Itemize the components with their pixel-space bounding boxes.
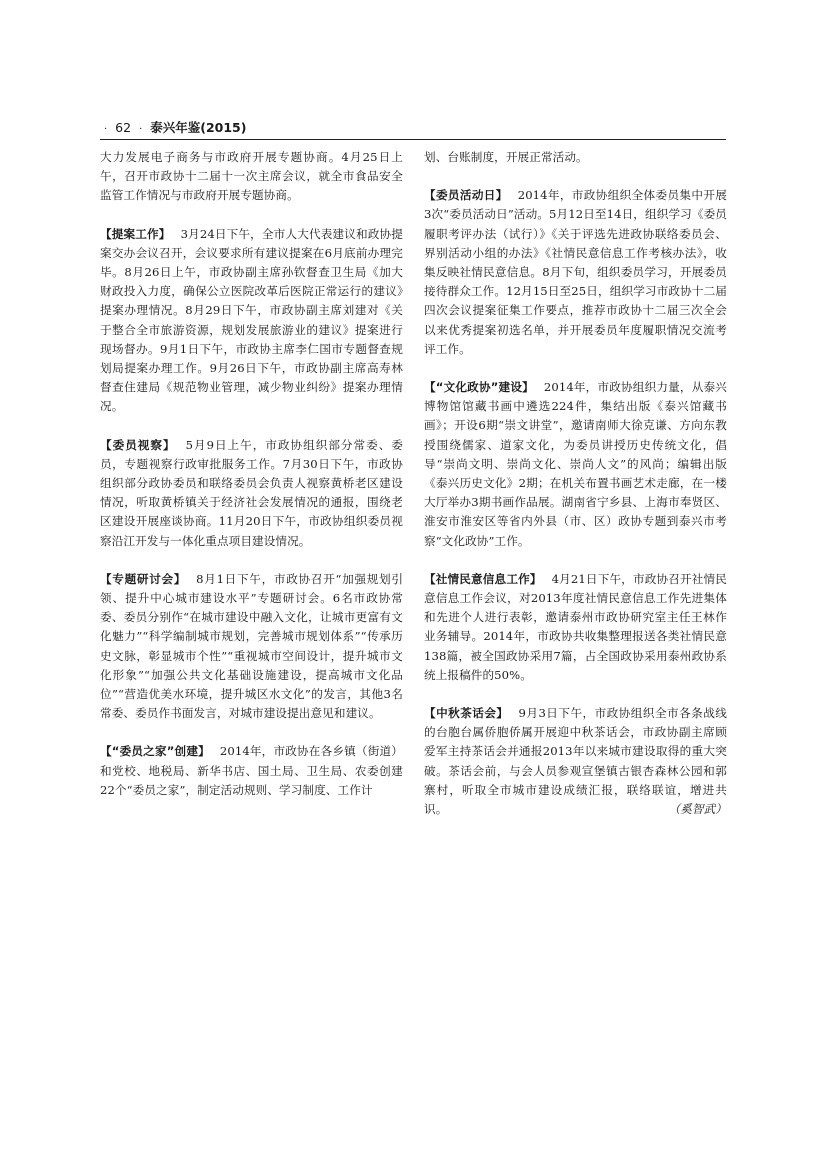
header-dot-left: · xyxy=(104,124,108,135)
page-number: 62 xyxy=(115,120,132,135)
intro-paragraph: 大力发展电子商务与市政府开展专题协商。4月25日上午，召开市政协十二届十一次主席会议，就全市食品安全监管工作情况与市政府开展专题协商。 xyxy=(100,150,403,203)
header-rule xyxy=(100,139,726,140)
section-body: 2014年，市政协组织力量，从泰兴博物馆馆藏书画中遴选224件，集结出版《泰兴馆藏书画》；开设6期“崇文讲堂”，邀请南师大徐克谦、方向东教授围绕儒家、道家文化，为委员讲授历史传统文化，倡导“崇尚文明、崇尚文化、崇尚人文”的风尚；编辑出版《泰兴历史文化》2期；在机关布置书画艺术走廊，在一楼大厅举办3期书画作品展。湖南省宁乡县、上海市奉贤区、淮安市淮安区等省内外县（市、区）政协专题到泰兴市考察“文化政协”工作。 xyxy=(424,380,727,548)
section-seminar xyxy=(100,570,403,724)
section-proposal-work xyxy=(100,225,403,417)
section-mid-autumn-tea xyxy=(424,704,727,819)
right-column xyxy=(424,148,727,838)
section-cultural-cppcc xyxy=(424,378,727,551)
section-body: 2014年，市政协在各乡镇（街道）和党校、地税局、新华书店、国土局、卫生局、农委创建22个“委员之家”，制定活动规则、学习制度、工作计 xyxy=(100,744,403,797)
section-member-activity-day xyxy=(424,186,727,359)
section-heading: 【委员视察】 xyxy=(100,437,176,452)
section-heading: 【“委员之家”创建】 xyxy=(100,744,210,759)
section-heading: 【专题研讨会】 xyxy=(100,571,187,586)
section-body: 8月1日下午，市政协召开“加强规划引领、提升中心城市建设水平”专题研讨会。6名市政协常委、委员分别作“在城市建设中融入文化，让城市更富有文化魅力”“科学编制城市规划，完善城市规划体系”“传承历史文脉，彰显城市个性”“重视城市空间设计，提升城市文化形象”“加强公共文化基础设施建设，提高城市文化品位”“营造优美水环境，提升城区水文化”的发言，其他3名常委、委员作书面发言，对城市建设提出意见和建议。 xyxy=(100,571,404,721)
section-heading: 【中秋茶话会】 xyxy=(424,706,509,721)
section-public-opinion xyxy=(424,570,727,685)
section-body: 2014年，市政协组织全体委员集中开展3次“委员活动日”活动。5月12日至14日，组织学习《委员履职考评办法（试行）》《关于评选先进政协联络委员会、界别活动小组的办法》《社情民意信息工作考核办法》，收集反映社情民意信息。8月下旬，组织委员学习，开展委员接待群众工作。12月15日至25日，组织学习市政协十二届四次会议提案征集工作要点，推荐市政协十二届三次全会以来优秀提案初选名单，并开展委员年度履职情况交流考评工作。 xyxy=(424,188,728,356)
book-title: 泰兴年鉴(2015) xyxy=(150,120,247,135)
section-member-inspection xyxy=(100,436,403,551)
header-dot-right: · xyxy=(139,124,143,135)
section-body: 9月3日下午，市政协组织全市各条战线的台胞台属侨胞侨属开展迎中秋茶话会，市政协副主席顾爱军主持茶话会并通报2013年以来城市建设取得的重大突破。茶话会前，与会人员参观宣堡镇古银杏森林公园和郭寨村，听取全市城市建设成绩汇报，联络联谊，增进共识。 xyxy=(424,706,727,817)
section-members-home xyxy=(100,742,403,800)
section-heading: 【提案工作】 xyxy=(100,226,171,241)
section-heading: 【“文化政协”建设】 xyxy=(424,380,534,395)
author-credit: （奚智武） xyxy=(668,802,727,817)
running-header xyxy=(100,118,726,140)
section-body: 5月9日上午，市政协组织部分常委、委员，专题视察行政审批服务工作。7月30日下午，市政协组织部分政协委员和联络委员会负责人视察黄桥老区建设情况，听取黄桥镇关于经济社会发展情况的通报，围绕老区建设开展座谈协商。11月20日下午，市政协组织委员视察沿江开发与一体化重点项目建设情况。 xyxy=(100,437,403,548)
section-body: 4月21日下午，市政协召开社情民意信息工作会议，对2013年度社情民意信息工作先进集体和先进个人进行表彰，邀请泰州市政协研究室主任王林作业务辅导。2014年，市政协共收集整理报送各类社情民意138篇，被全国政协采用7篇，占全国政协采用泰州政协系统上报稿件的50%。 xyxy=(424,571,727,682)
continuation-paragraph: 划、台账制度，开展正常活动。 xyxy=(424,150,588,164)
section-heading: 【委员活动日】 xyxy=(424,188,508,203)
left-column xyxy=(100,148,403,819)
section-body: 3月24日下午，全市人大代表建议和政协提案交办会议召开，会议要求所有建议提案在6月底前办理完毕。8月26日上午，市政协副主席孙钦督查卫生局《加大财政投入力度，确保公立医院改革后医院正常运行的建议》提案办理情况。8月29日下午，市政协副主席刘建对《关于整合全市旅游资源，规划发展旅游业的建议》提案进行现场督办。9月1日下午，市政协主席李仁国市专题督查规划局提案办理工作。9月26日下午，市政协副主席高寿林督查住建局《规范物业管理，减少物业纠纷》提案办理情况。 xyxy=(100,226,403,414)
section-heading: 【社情民意信息工作】 xyxy=(424,571,542,586)
